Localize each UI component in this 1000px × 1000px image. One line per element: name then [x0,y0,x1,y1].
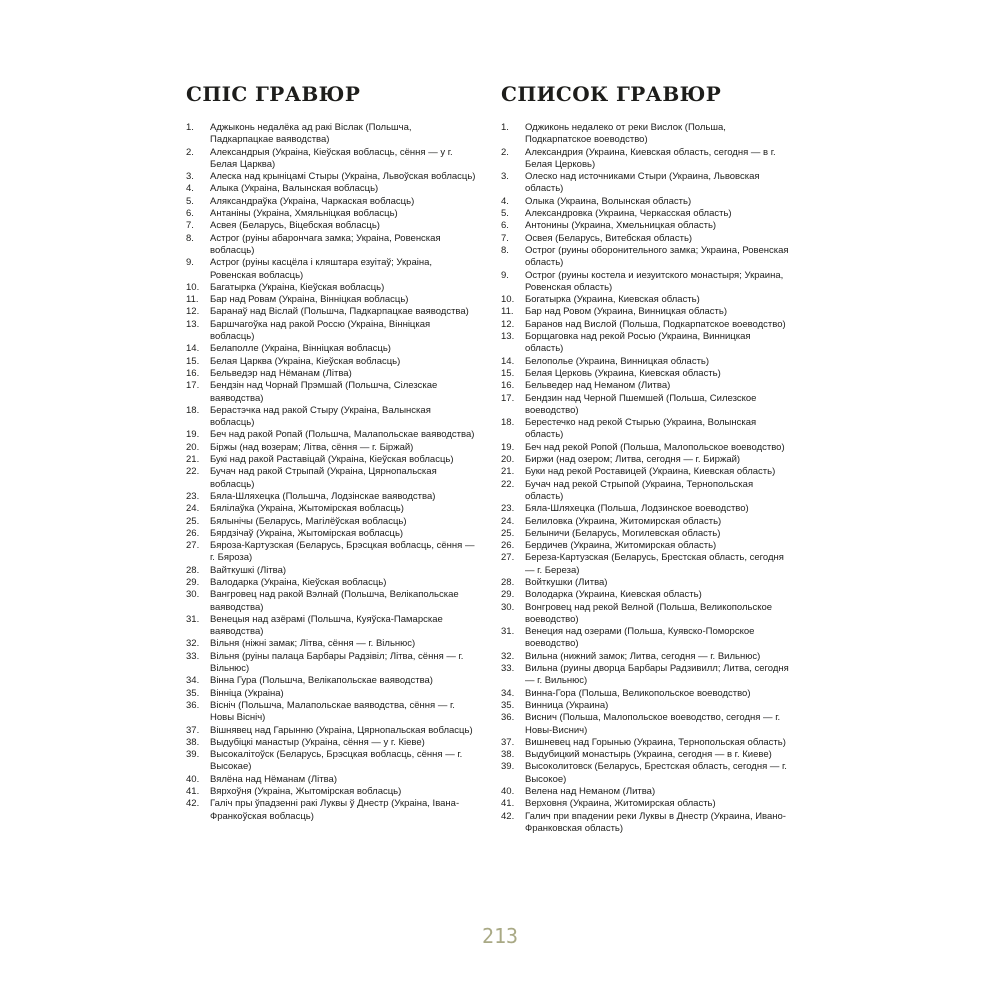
item-number: 34. [186,675,200,687]
item-number: 35. [186,687,200,699]
item-text: Бар над Ровам (Украіна, Вінніцкая вобласць) [210,294,409,306]
item-text: Белаполле (Украіна, Вінніцкая вобласць) [210,343,391,355]
list-item [186,294,476,306]
item-text: Белиловка (Украина, Житомирская область) [525,515,722,527]
item-number: 28. [186,564,200,576]
list-item [186,798,476,823]
item-text: Вонгровец над рекой Велной (Польша, Великопольское воеводство) [525,601,773,625]
list-item [501,331,791,356]
item-text: Освея (Беларусь, Витебская область) [525,232,693,244]
item-text: Бяроза-Картузская (Беларусь, Брэсцкая вобласць, сёння — г. Бяроза) [210,540,475,564]
item-text: Винница (Украина) [525,699,609,711]
list-item [186,282,476,294]
item-number: 29. [186,576,200,588]
item-number: 11. [186,294,199,306]
item-text: Александровка (Украина, Черкасская область) [525,208,732,220]
list-item [501,798,791,810]
list-item [501,270,791,295]
item-number: 40. [501,786,515,798]
item-text: Астрог (руіны касцёла і кляштара езуітаў; Украіна, Ровенская вобласць) [210,257,433,281]
item-text: Асвея (Беларусь, Віцебская вобласць) [210,220,380,232]
list-item [501,442,791,454]
belarusian-column [186,80,476,823]
item-text: Аджыконь недалёка ад ракі Віслак (Польшча, Падкарпацкае ваяводства) [210,122,412,146]
list-item [501,208,791,220]
list-item [186,442,476,454]
item-text: Острог (руины оборонительного замка; Украина, Ровенская область) [525,244,789,269]
item-text: Аляксандраўка (Украіна, Чаркаская вобласць) [210,195,415,207]
item-text: Берастэчка над ракой Стыру (Украіна, Валынская вобласць) [210,404,431,429]
item-text: Бердичев (Украина, Житомирская область) [525,540,717,552]
item-text: Баранов над Вислой (Польша, Подкарпатское воеводство) [525,318,786,330]
item-text: Бяла-Шляхецка (Польша, Лодзинское воеводство) [525,503,749,515]
item-text: Олеско над источниками Стыри (Украина, Львовская область) [525,171,760,195]
item-text: Высоколитовск (Беларусь, Брестская область, сегодня — г. Высокое) [525,761,787,785]
item-number: 27. [186,540,200,552]
list-item [186,638,476,650]
list-item [501,577,791,589]
list-item [501,233,791,245]
list-item [186,589,476,614]
item-number: 25. [501,527,515,539]
item-number: 31. [501,626,515,638]
item-number: 2. [501,146,509,158]
item-number: 25. [186,515,200,527]
list-item [501,122,791,147]
item-number: 3. [501,171,509,183]
item-number: 4. [186,183,194,195]
list-item [186,183,476,195]
item-text: Вильна (нижний замок; Литва, сегодня — г. Вильнюс) [525,650,761,662]
item-number: 26. [501,540,515,552]
item-number: 17. [501,392,515,404]
list-item [501,786,791,798]
item-number: 12. [186,306,200,318]
list-item [186,651,476,676]
item-number: 23. [186,490,200,502]
item-number: 7. [186,220,194,232]
item-number: 8. [186,232,194,244]
list-item [186,774,476,786]
item-number: 8. [501,244,509,256]
list-item [186,614,476,639]
list-item [501,479,791,504]
item-text: Вишневец над Горынью (Украина, Тернопольская область) [525,736,786,748]
item-number: 22. [501,478,515,490]
item-number: 10. [186,281,200,293]
item-text: Алеска над крыніцамі Стыры (Украіна, Львоўская вобласць) [210,171,476,183]
item-number: 41. [186,786,200,798]
item-text: Бендзін над Чорнай Прэмшай (Польшча, Сілезскае ваяводства) [210,380,438,404]
item-number: 24. [186,503,200,515]
item-number: 18. [501,417,515,429]
list-item [501,503,791,515]
item-text: Верховня (Украина, Житомирская область) [525,798,716,810]
list-item [501,294,791,306]
item-text: Войткушки (Литва) [525,576,608,588]
item-text: Бельведэр над Нёманам (Літва) [210,367,352,379]
item-number: 35. [501,699,515,711]
item-number: 36. [501,712,515,724]
list-item [186,725,476,737]
item-text: Белая Церковь (Украина, Киевская область) [525,367,721,379]
item-text: Бендзин над Черной Пшемшей (Польша, Силезское воеводство) [525,392,757,416]
item-number: 7. [501,232,509,244]
item-text: Олыка (Украина, Волынская область) [525,195,692,207]
item-number: 11. [501,306,514,318]
item-text: Берестечко над рекой Стырью (Украина, Волынская область) [525,417,757,441]
item-number: 9. [186,257,194,269]
list-item [186,208,476,220]
list-item [186,233,476,258]
item-text: Бяла-Шляхецка (Польшча, Лодзінскае ваяводства) [210,490,436,502]
list-item [501,749,791,761]
list-item [501,602,791,627]
item-number: 6. [186,208,194,220]
list-item [186,368,476,380]
item-number: 12. [501,318,515,330]
item-text: Вярхоўня (Украіна, Жытомірская вобласць) [210,786,402,798]
list-item [186,688,476,700]
item-text: Вангровец над ракой Вэлнай (Польшча, Велікапольскае ваяводства) [210,589,459,613]
russian-column [501,80,791,835]
item-number: 20. [186,441,200,453]
item-text: Бельведер над Неманом (Литва) [525,380,671,392]
item-text: Вішнявец над Гарынню (Украіна, Цярнопальская вобласць) [210,724,473,736]
item-number: 24. [501,515,515,527]
list-item [186,147,476,172]
item-text: Беч над ракой Ропай (Польшча, Малапольскае ваяводства) [210,429,475,441]
item-text: Буки над рекой Роставицей (Украина, Киевская область) [525,466,776,478]
item-text: Богатырка (Украина, Киевская область) [525,294,700,306]
list-item [186,319,476,344]
item-number: 19. [501,441,515,453]
item-number: 16. [501,380,515,392]
belarusian-heading: СПІС ГРАВЮР [186,82,361,106]
item-number: 1. [186,122,194,133]
list-item [501,380,791,392]
item-number: 14. [186,343,200,355]
item-text: Высокалітоўск (Беларусь, Брэсцкая вобласць, сёння — г. Высокае) [210,749,463,773]
list-item [501,663,791,688]
item-text: Оджиконь недалеко от реки Вислок (Польша, Подкарпатское воеводство) [525,122,726,146]
item-text: Выдубіцкі манастыр (Украіна, сёння — у г. Кіеве) [210,736,425,748]
item-text: Венеция над озерами (Польша, Куявско-Поморское воеводство) [525,626,755,650]
list-item [186,380,476,405]
list-item [186,516,476,528]
item-number: 6. [501,220,509,232]
item-number: 13. [186,318,200,330]
item-text: Володарка (Украина, Киевская область) [525,589,702,601]
list-item [186,786,476,798]
list-item [186,675,476,687]
list-item [501,319,791,331]
list-item [186,466,476,491]
item-number: 37. [186,724,200,736]
list-item [501,356,791,368]
item-text: Багатырка (Украіна, Кіеўская вобласць) [210,281,385,293]
list-item [501,171,791,196]
item-number: 14. [501,355,515,367]
list-item [186,528,476,540]
item-text: Бучач над рекой Стрыпой (Украина, Тернопольская область) [525,478,754,502]
list-item [186,503,476,515]
item-text: Валодарка (Украіна, Кіеўская вобласць) [210,576,387,588]
item-text: Антаніны (Украіна, Хмяльніцкая вобласць) [210,208,398,220]
item-number: 21. [186,454,200,466]
list-item [186,429,476,441]
item-text: Баранаў над Віслай (Польшча, Падкарпацкае ваяводства) [210,306,469,318]
item-text: Александрия (Украина, Киевская область, сегодня — в г. Белая Церковь) [525,146,776,170]
list-item [186,171,476,183]
item-number: 37. [501,736,515,748]
item-number: 36. [186,699,200,711]
item-text: Вильна (руины дворца Барбары Радзивилл; Литва, сегодня — г. Вильнюс) [525,663,789,687]
list-item [186,491,476,503]
list-item [501,220,791,232]
list-item [186,565,476,577]
list-item [501,761,791,786]
item-text: Бучач над ракой Стрыпай (Украіна, Цярнопальская вобласць) [210,466,437,490]
list-item [501,393,791,418]
item-text: Біржы (над возерам; Літва, сёння — г. Біржай) [210,441,414,453]
item-text: Букі над ракой Раставіцай (Украіна, Кіеўская вобласць) [210,454,454,466]
item-text: Астрог (руіны абарончага замка; Украіна, Ровенская вобласць) [210,232,441,256]
item-number: 13. [501,331,515,343]
list-item [186,700,476,725]
list-item [186,356,476,368]
list-item [501,528,791,540]
item-number: 39. [501,761,515,773]
list-item [186,196,476,208]
item-number: 32. [186,638,200,650]
item-text: Вільня (ніжні замак; Літва, сёння — г. Вільнюс) [210,638,416,650]
list-item [501,651,791,663]
item-number: 33. [186,650,200,662]
item-number: 5. [501,208,509,220]
item-text: Бяліла​ўка (Украіна, Жытомірская вобласць) [210,503,404,515]
item-number: 3. [186,171,194,183]
item-text: Антонины (Украина, Хмельницкая область) [525,220,717,232]
list-item [186,306,476,318]
list-item [501,196,791,208]
item-number: 2. [186,146,194,158]
item-number: 15. [186,355,200,367]
list-item [186,405,476,430]
item-number: 27. [501,552,515,564]
list-item [501,737,791,749]
list-item [501,454,791,466]
list-item [186,220,476,232]
item-text: Бялынічы (Беларусь, Магілёўская вобласць) [210,515,407,527]
list-item [186,454,476,466]
item-number: 18. [186,404,200,416]
item-number: 38. [186,736,200,748]
item-text: Борщаговка над рекой Росью (Украина, Винницкая область) [525,331,751,355]
item-number: 40. [186,773,200,785]
item-text: Выдубицкий монастырь (Украина, сегодня — в г. Киеве) [525,749,772,761]
item-number: 33. [501,663,515,675]
item-number: 32. [501,650,515,662]
list-item [501,700,791,712]
list-item [186,737,476,749]
item-number: 16. [186,367,200,379]
item-text: Бярдзічаў (Украіна, Жытомірская вобласць) [210,527,404,539]
item-text: Вялёна над Нёманам (Літва) [210,773,337,785]
page-number: 213 [481,924,519,948]
item-number: 5. [186,195,194,207]
list-item [186,577,476,589]
item-number: 28. [501,576,515,588]
list-item [501,306,791,318]
list-item [501,626,791,651]
item-number: 39. [186,749,200,761]
item-text: Вайткушкі (Літва) [210,564,287,576]
item-text: Велена над Неманом (Литва) [525,786,656,798]
item-text: Белая Царква (Украіна, Кіеўская вобласць) [210,355,401,367]
list-item [501,466,791,478]
item-number: 22. [186,466,200,478]
list-item [186,122,476,147]
item-number: 20. [501,454,515,466]
list-item [501,540,791,552]
list-item [501,811,791,836]
list-item [501,147,791,172]
item-text: Белополье (Украина, Винницкая область) [525,355,710,367]
item-text: Винна-Гора (Польша, Великопольское воеводство) [525,687,751,699]
item-text: Галич при впадении реки Луквы в Днестр (Украина, Ивано-Франковская область) [525,810,786,834]
item-number: 21. [501,466,515,478]
list-item [501,516,791,528]
item-number: 42. [186,798,200,810]
list-item [501,589,791,601]
item-number: 10. [501,294,515,306]
item-number: 30. [186,589,200,601]
item-text: Беч над рекой Ропой (Польша, Малопольское воеводство) [525,441,785,453]
item-number: 41. [501,798,515,810]
list-item [501,688,791,700]
item-text: Вісніч (Польшча, Малапольскае ваяводства, сёння — г. Новы Вісніч) [210,699,455,724]
item-number: 38. [501,749,515,761]
item-text: Галіч пры ўпадзенні ракі Луквы ў Днестр (Украіна, Івана-Франкоўская вобласць) [210,798,460,822]
item-number: 31. [186,613,200,625]
item-number: 19. [186,429,200,441]
item-text: Белыничи (Беларусь, Могилевская область) [525,527,721,539]
list-item [501,368,791,380]
item-number: 1. [501,122,509,133]
item-number: 42. [501,810,515,822]
item-text: Виснич (Польша, Малопольское воеводство, сегодня — г. Новы-Виснич) [525,712,781,736]
item-text: Алыка (Украіна, Валынская вобласць) [210,183,379,195]
item-text: Баршчагоўка над ракой Россю (Украіна, Вінніцкая вобласць) [210,318,431,343]
list-item [186,343,476,355]
item-text: Вінна Гура (Польшча, Велікапольскае ваяводства) [210,675,433,687]
list-item [501,417,791,442]
item-number: 26. [186,527,200,539]
list-item [186,749,476,774]
russian-engravings-list [501,122,791,835]
item-text: Бар над Ровом (Украина, Винницкая область) [525,306,728,318]
item-number: 4. [501,195,509,207]
list-item [501,245,791,270]
item-text: Вільня (руіны палаца Барбары Радзівіл; Літва, сёння — г. Вільнюс) [210,650,464,675]
item-text: Александрыя (Украіна, Кіеўская вобласць, сёння — у г. Белая Царква) [210,146,453,170]
item-text: Вінніца (Украіна) [210,687,284,699]
russian-heading: СПИСОК ГРАВЮР [501,82,722,106]
item-number: 29. [501,589,515,601]
list-item [186,257,476,282]
item-number: 15. [501,367,515,379]
item-number: 17. [186,380,200,392]
list-item [501,712,791,737]
item-number: 30. [501,601,515,613]
item-text: Береза-Картузская (Беларусь, Брестская область, сегодня — г. Береза) [525,552,784,576]
item-text: Биржи (над озером; Литва, сегодня — г. Биржай) [525,454,741,466]
list-item [186,540,476,565]
belarusian-engravings-list [186,122,476,823]
item-text: Венецыя над азёрамі (Польшча, Куяўска-Памарскае ваяводства) [210,613,443,638]
list-item [501,552,791,577]
item-number: 9. [501,269,509,281]
item-text: Острог (руины костела и иезуитского монастыря; Украина, Ровенская область) [525,269,784,293]
item-number: 23. [501,503,515,515]
item-number: 34. [501,687,515,699]
